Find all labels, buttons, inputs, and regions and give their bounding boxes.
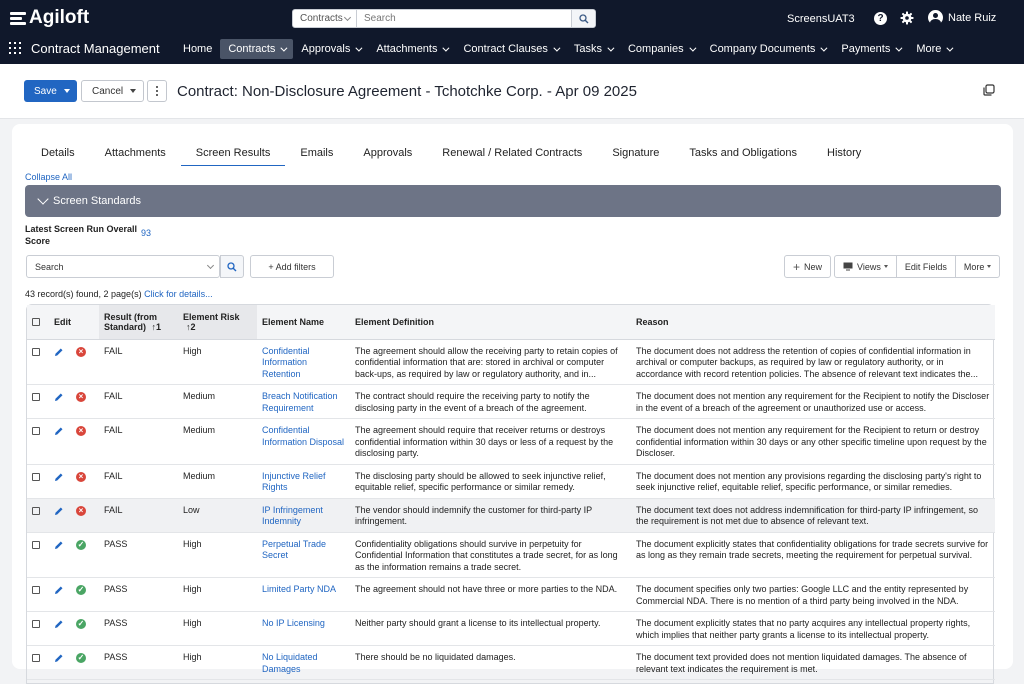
more-button[interactable] — [955, 255, 1001, 278]
result-cell: FAIL — [99, 464, 178, 498]
row-select-cell — [27, 339, 49, 385]
pencil-icon[interactable] — [54, 426, 64, 436]
section-title: Screen Standards — [53, 195, 142, 207]
element-name-link[interactable]: Confidential Information Disposal — [262, 425, 345, 447]
result-cell: FAIL — [99, 339, 178, 385]
definition-cell — [350, 498, 631, 532]
list-search-button[interactable] — [220, 255, 244, 278]
plus-icon: + — [793, 259, 801, 274]
search-icon — [227, 262, 237, 272]
environment-name[interactable]: ScreensUAT3 — [787, 13, 855, 25]
element-name-link[interactable]: Confidential Information Retention — [262, 345, 310, 379]
pencil-icon[interactable] — [54, 585, 64, 595]
result-cell: PASS — [99, 646, 178, 680]
reason-cell — [631, 385, 995, 419]
row-select-cell — [27, 578, 49, 612]
edit-fields-label: Edit Fields — [904, 261, 947, 272]
tab-history[interactable]: History — [827, 147, 862, 159]
nav-item-more[interactable] — [908, 39, 959, 59]
table-row[interactable] — [27, 419, 995, 465]
chevron-down-icon — [356, 44, 363, 51]
logo-text: Agiloft — [29, 7, 90, 28]
nav-label: Attachments — [376, 43, 438, 55]
reason-cell — [631, 498, 995, 532]
search-scope-select[interactable] — [293, 10, 357, 27]
list-search-placeholder: Search — [35, 261, 64, 272]
help-icon[interactable]: ? — [874, 12, 887, 25]
definition-text: The vendor should indemnify the customer for third-party IP infringement. — [355, 504, 592, 526]
row-status-cell — [71, 498, 99, 532]
row-select-cell — [27, 419, 49, 465]
chevron-down-icon — [207, 261, 214, 268]
tab-screen-results[interactable]: Screen Results — [181, 142, 286, 166]
nav-label: Contracts — [228, 43, 276, 55]
record-card — [12, 124, 1013, 674]
row-status-cell — [71, 578, 99, 612]
chevron-down-icon — [896, 44, 903, 51]
save-label: Save — [34, 85, 57, 97]
screen-standards-section-header[interactable] — [25, 185, 1001, 217]
result-cell: PASS — [99, 578, 178, 612]
agiloft-logo[interactable] — [10, 7, 89, 29]
nav-label: Payments — [841, 43, 891, 55]
check-circle-icon: ✓ — [77, 653, 85, 662]
table-header-row — [27, 305, 995, 339]
tab-approvals[interactable]: Approvals — [363, 147, 413, 159]
column-header-element-risk[interactable] — [178, 305, 257, 339]
x-circle-icon: × — [76, 426, 86, 436]
row-checkbox[interactable] — [32, 348, 40, 356]
reason-cell — [631, 646, 995, 680]
chevron-down-icon — [344, 13, 351, 20]
global-search — [292, 9, 596, 28]
logo-mark-icon — [10, 10, 26, 27]
nav-item-attachments[interactable] — [368, 39, 455, 59]
risk-cell: Medium — [178, 419, 257, 465]
caret-down-icon — [64, 89, 70, 93]
result-cell: FAIL — [99, 498, 178, 532]
row-checkbox[interactable] — [32, 507, 40, 515]
row-edit-cell — [49, 578, 71, 612]
x-circle-icon: × — [76, 472, 86, 482]
caret-down-icon — [130, 89, 136, 93]
check-circle-icon: ✓ — [77, 619, 85, 628]
definition-cell — [350, 419, 631, 465]
reason-cell — [631, 532, 995, 578]
nav-item-contracts[interactable] — [220, 39, 293, 59]
reason-text: The document explicitly states that confidentiality obligations for trade secrets survive for as long as they remain trade secrets, meeting the requirement for perpetual survival. — [636, 538, 989, 560]
risk-cell: Medium — [178, 464, 257, 498]
row-edit-cell — [49, 612, 71, 646]
x-circle-icon: × — [76, 506, 86, 516]
element-name-link[interactable]: Perpetual Trade Secret — [262, 538, 327, 560]
table-row[interactable] — [27, 578, 995, 612]
results-table — [26, 304, 994, 684]
row-checkbox[interactable] — [32, 473, 40, 481]
app-title: Contract Management — [31, 41, 160, 56]
cancel-label: Cancel — [92, 85, 124, 97]
row-status-cell — [71, 419, 99, 465]
row-select-cell — [27, 646, 49, 680]
edit-fields-button[interactable] — [896, 255, 956, 278]
row-edit-cell — [49, 498, 71, 532]
reason-cell — [631, 578, 995, 612]
risk-cell: High — [178, 532, 257, 578]
tab-attachments[interactable]: Attachments — [104, 147, 166, 159]
element-name-cell — [257, 419, 350, 465]
element-name-cell — [257, 532, 350, 578]
chevron-down-icon — [607, 44, 614, 51]
reason-text: The document does not address the retention of copies of confidential information in archival or computer backups, as required by law or regulatory authority, or in accordance with record retention policies. The absence of relevant text indicates the... — [636, 345, 979, 379]
row-select-cell — [27, 612, 49, 646]
views-label: Views — [857, 261, 881, 272]
result-cell: PASS — [99, 612, 178, 646]
collapse-all-link[interactable]: Collapse All — [25, 172, 73, 182]
user-name: Nate Ruiz — [948, 11, 997, 24]
element-name-link[interactable]: IP Infringement Indemnity — [262, 504, 323, 526]
top-bar — [0, 0, 1024, 64]
row-status-cell — [71, 612, 99, 646]
chevron-down-icon — [947, 44, 954, 51]
row-checkbox[interactable] — [32, 586, 40, 594]
pencil-icon[interactable] — [54, 347, 64, 357]
row-checkbox[interactable] — [32, 541, 40, 549]
row-select-cell — [27, 532, 49, 578]
row-status-cell — [71, 646, 99, 680]
new-button[interactable] — [784, 255, 831, 278]
pencil-icon[interactable] — [54, 619, 64, 629]
app-launcher-icon[interactable] — [9, 42, 21, 54]
reason-text: The document specifies only two parties: Google LLC and the entity represented by Commercial NDA. There is no mention of a third party being involved in the NDA. — [636, 584, 969, 606]
element-name-cell — [257, 464, 350, 498]
element-name-cell — [257, 578, 350, 612]
search-scope-value: Contracts — [300, 13, 343, 24]
element-name-cell — [257, 612, 350, 646]
select-all-checkbox[interactable] — [32, 318, 40, 326]
column-header-edit: Edit — [49, 305, 99, 339]
views-button[interactable] — [834, 255, 897, 278]
risk-cell: High — [178, 339, 257, 385]
element-name-cell — [257, 646, 350, 680]
table-row[interactable] — [27, 532, 995, 578]
reason-cell — [631, 419, 995, 465]
main-nav — [175, 39, 959, 59]
chevron-down-icon — [689, 44, 696, 51]
element-name-cell — [257, 498, 350, 532]
reason-text: The document text does not address indemnification for third-party IP infringement, so the requirement is not met due to absence of relevant text. — [636, 504, 979, 526]
add-filters-button[interactable]: + Add filters — [250, 255, 334, 278]
definition-cell — [350, 612, 631, 646]
nav-label: Company Documents — [709, 43, 816, 55]
table-row[interactable] — [27, 646, 995, 680]
nav-label: Contract Clauses — [463, 43, 548, 55]
definition-text: The contract should require the receiving party to notify the disclosing party in the event of a breach of the agreement. — [355, 391, 590, 413]
risk-cell: Low — [178, 498, 257, 532]
pencil-icon[interactable] — [54, 472, 64, 482]
search-icon — [579, 14, 589, 24]
select-all-cell — [27, 305, 49, 339]
global-search-button[interactable] — [571, 10, 595, 27]
x-circle-icon: × — [76, 392, 86, 402]
element-name-link[interactable]: Limited Party NDA — [262, 584, 337, 594]
nav-item-payments[interactable] — [833, 39, 908, 59]
row-select-cell — [27, 464, 49, 498]
pencil-icon[interactable] — [54, 392, 64, 402]
nav-item-company-documents[interactable] — [702, 39, 834, 59]
column-header-reason[interactable]: Reason — [631, 305, 995, 339]
reason-cell — [631, 339, 995, 385]
row-edit-cell — [49, 385, 71, 419]
risk-cell: High — [178, 646, 257, 680]
element-name-cell — [257, 385, 350, 419]
more-label: More — [963, 261, 985, 272]
definition-cell — [350, 385, 631, 419]
table-row[interactable] — [27, 498, 995, 532]
row-select-cell — [27, 498, 49, 532]
risk-cell: Medium — [178, 385, 257, 419]
table-row[interactable] — [27, 464, 995, 498]
records-found — [25, 289, 213, 299]
chevron-down-icon — [443, 44, 450, 51]
tab-emails[interactable]: Emails — [300, 147, 334, 159]
definition-cell — [350, 464, 631, 498]
nav-label: Home — [183, 43, 213, 55]
nav-label: More — [916, 43, 942, 55]
records-summary: 43 record(s) found, 2 page(s) — [25, 289, 142, 299]
element-name-link[interactable]: No IP Licensing — [262, 618, 325, 628]
sort-asc-icon: ↑1 — [151, 321, 162, 332]
column-title: Result (from Standard) — [104, 311, 158, 332]
action-bar — [0, 64, 1024, 119]
kebab-dot — [156, 86, 158, 88]
nav-label: Companies — [627, 43, 684, 55]
definition-text: The agreement should not have three or more parties to the NDA. — [355, 584, 618, 594]
kebab-dot — [156, 90, 158, 92]
overall-score-label: Latest Screen Run Overall Score — [25, 224, 138, 246]
x-circle-icon: × — [76, 347, 86, 357]
table-row[interactable] — [27, 385, 995, 419]
row-checkbox[interactable] — [32, 393, 40, 401]
reason-cell — [631, 464, 995, 498]
list-toolbar — [784, 255, 1000, 278]
table-body — [27, 339, 995, 680]
definition-text: The disclosing party should be allowed to seek injunctive relief, equitable relief, specific performance or similar remedy. — [355, 470, 606, 492]
definition-text: Neither party should grant a license to its intellectual property. — [355, 618, 601, 628]
list-search-input[interactable] — [26, 255, 220, 278]
table-row[interactable] — [27, 339, 995, 385]
row-checkbox[interactable] — [32, 654, 40, 662]
global-search-input[interactable]: Search — [364, 13, 396, 24]
nav-label: Approvals — [301, 43, 351, 55]
pencil-icon[interactable] — [54, 653, 64, 663]
save-button[interactable] — [24, 80, 77, 102]
kebab-dot — [156, 94, 158, 96]
row-status-cell — [71, 464, 99, 498]
cancel-button[interactable] — [81, 80, 144, 102]
definition-cell — [350, 532, 631, 578]
nav-item-tasks[interactable] — [566, 39, 620, 59]
avatar-icon — [928, 10, 943, 25]
chevron-down-icon — [821, 44, 828, 51]
pencil-icon[interactable] — [54, 506, 64, 516]
pencil-icon[interactable] — [54, 540, 64, 550]
column-header-result[interactable] — [99, 305, 178, 339]
definition-cell — [350, 578, 631, 612]
result-cell: PASS — [99, 532, 178, 578]
caret-down-icon — [987, 265, 991, 268]
chevron-down-icon — [37, 193, 48, 204]
definition-cell — [350, 339, 631, 385]
definition-text: The agreement should allow the receiving party to retain copies of confidential information that are: stored in archival or computer back-ups, as required by law or regulatory authority, and in... — [355, 345, 618, 379]
check-circle-icon: ✓ — [77, 585, 85, 594]
copy-icon[interactable] — [983, 84, 995, 96]
overall-score-value[interactable]: 93 — [141, 228, 152, 238]
element-name-link[interactable]: Breach Notification Requirement — [262, 391, 338, 413]
records-details-link[interactable]: Click for details... — [144, 289, 213, 299]
tab-renewal-related-contracts[interactable]: Renewal / Related Contracts — [442, 147, 583, 159]
row-status-cell — [71, 532, 99, 578]
definition-text: Confidentiality obligations should survive in perpetuity for Confidential Information that constitutes a trade secret, for as long as the information remains a trade secret. — [355, 538, 618, 572]
chevron-down-icon — [553, 44, 560, 51]
definition-text: There should be no liquidated damages. — [355, 652, 516, 662]
table-row[interactable] — [27, 612, 995, 646]
row-select-cell — [27, 385, 49, 419]
nav-item-contract-clauses[interactable] — [455, 39, 565, 59]
element-name-link[interactable]: Injunctive Relief Rights — [262, 470, 326, 492]
record-tabs — [26, 142, 876, 166]
reason-text: The document does not mention any requirement for the Recipient to return or destroy confidential information within 30 days or any other specific timeline upon request by the Discloser. — [636, 425, 987, 458]
caret-down-icon — [884, 265, 888, 268]
monitor-icon — [843, 262, 853, 271]
row-edit-cell — [49, 419, 71, 465]
record-title: Contract: Non-Disclosure Agreement - Tchotchke Corp. - Apr 09 2025 — [177, 83, 637, 100]
definition-cell — [350, 646, 631, 680]
row-checkbox[interactable] — [32, 620, 40, 628]
column-header-element-definition[interactable]: Element Definition — [350, 305, 631, 339]
element-name-cell — [257, 339, 350, 385]
result-cell: FAIL — [99, 385, 178, 419]
nav-item-approvals[interactable] — [293, 39, 368, 59]
row-edit-cell — [49, 532, 71, 578]
new-label: New — [804, 261, 823, 272]
reason-text: The document explicitly states that no party acquires any intellectual property rights, which implies that neither party grants a license to its intellectual property. — [636, 618, 971, 640]
column-header-element-name[interactable]: Element Name — [257, 305, 350, 339]
sort-asc-icon: ↑2 — [186, 321, 196, 332]
nav-label: Tasks — [573, 43, 602, 55]
row-status-cell — [71, 339, 99, 385]
row-checkbox[interactable] — [32, 427, 40, 435]
row-edit-cell — [49, 646, 71, 680]
reason-text: The document does not mention any requirement for the Recipient to notify the Discloser in the event of a breach of the agreement or unauthorized use or access. — [636, 391, 990, 413]
nav-item-companies[interactable] — [620, 39, 702, 59]
row-edit-cell — [49, 339, 71, 385]
risk-cell: High — [178, 612, 257, 646]
tab-tasks-and-obligations[interactable]: Tasks and Obligations — [689, 147, 798, 159]
user-menu[interactable] — [928, 10, 996, 25]
tab-details[interactable]: Details — [41, 147, 75, 159]
reason-cell — [631, 612, 995, 646]
row-edit-cell — [49, 464, 71, 498]
element-name-link[interactable]: No Liquidated Damages — [262, 652, 318, 674]
more-actions-button[interactable] — [147, 80, 167, 102]
risk-cell: High — [178, 578, 257, 612]
reason-text: The document does not mention any provisions regarding the disclosing party's right to seek injunctive relief, equitable relief, specific performance, or similar remedies. — [636, 470, 982, 492]
nav-item-home[interactable] — [175, 39, 220, 59]
row-status-cell — [71, 385, 99, 419]
column-title: Element Risk — [183, 311, 240, 322]
tab-signature[interactable]: Signature — [612, 147, 660, 159]
chevron-down-icon — [281, 44, 288, 51]
reason-text: The document text provided does not mention liquidated damages. The absence of relevant text indicates the requirement is met. — [636, 652, 967, 674]
gear-icon[interactable] — [900, 11, 914, 25]
definition-text: The agreement should require that receiver returns or destroys confidential information within 30 days or less of a request by the disclosing party. — [355, 425, 614, 458]
result-cell: FAIL — [99, 419, 178, 465]
check-circle-icon: ✓ — [77, 539, 85, 549]
